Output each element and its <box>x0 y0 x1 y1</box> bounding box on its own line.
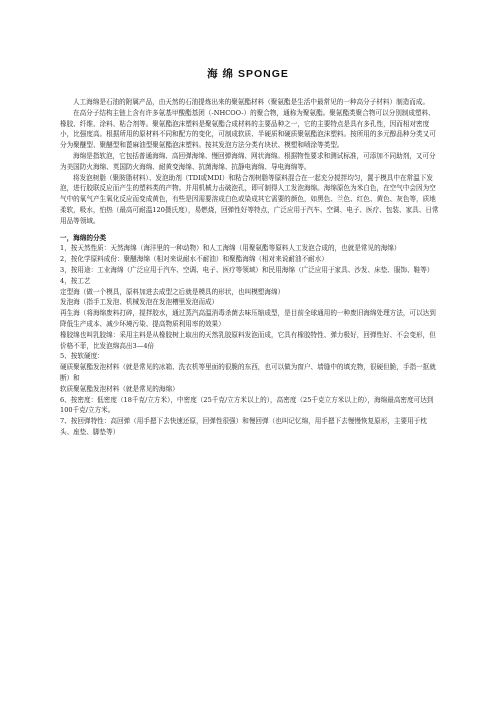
list-item: 6、按密度：低密度（18千克/立方米），中密度（25千克/立方米以上的），高密度（25千克立方米以上的），海绵最高密度可达到100千克/立方米。 <box>60 395 434 415</box>
list-item: 定型海（做一个模具，原料加进去成型之后就是模具的形状，也叫模塑海绵） <box>60 287 285 296</box>
list-item: 橡胶绵也叫乳胶绵：采用主料是从橡胶树上取出的天然乳胶原料发泡而成，它具有橡胶特性、弹力极好，回弹性好、不会变形，但价格不菲，比发泡绵高出3—4倍 <box>60 330 436 350</box>
intro-paragraph-2: 在高分子结构主链上含有许多氨基甲酸酯基团（-NHCOO-）的聚合物，通称为聚氨酯。聚氨酯类聚合物可以分别制成塑料、橡胶、纤维、涂料、粘合剂等。聚氨酯泡沫塑料是聚氨酯合成材料的主要品种之一，它的主要特点是具有多孔性，因而相对密度小，比强度高。根据所用的原材料不同和配方的变化，可制成软质、半硬质和硬质聚氨酯泡沫塑料。按所用的多元醇品种分类又可分为聚醚型、聚醚型和蓖麻油型聚氨酯泡沫塑料。按其发泡方法分类有块状、模塑和喷涂等类型。 <box>60 108 436 150</box>
document-body <box>60 97 440 438</box>
list-item: 发泡海（指手工发泡、机械发泡在发泡槽里发泡而成） <box>60 298 219 307</box>
list-item: 7、按回弹特性：高回弹（用手摁下去快速还原，回弹性很强）和慢回弹（也叫记忆绵，用手摁下去慢慢恢复原形，主要用于枕头、座垫、脚垫等） <box>60 417 427 436</box>
intro-paragraph-1: 人工海绵是石油的附属产品，由天然的石油提炼出来的聚氨酯材料（聚氨酯是生活中最常见的一种高分子材料）制造而成。 <box>73 98 430 106</box>
intro-paragraph-4: 将发泡树脂（聚胺脂材料）、发泡助剂（TDI或MDI）和粘合剂树脂等原料混合在一起充分搅拌均匀，置于模具中在常温下发泡，进行胶联反应而产生的塑料类的产物。并用机械力击破泡孔，即可制得人工发泡海绵。海绵原色为米白色，在空气中会因为空气中的氧气产生氧化反应而变成黄色，有些是因需要溶成白色或染成其它需要的颜色，如黑色、兰色、红色、黄色、灰色等，质地柔软，吸水，怕热（最高可耐温120摄氏度），易燃烧，回弹性好等特点，广泛应用于汽车、空调、电子、医疗、包装、家具、日常用品等领域。 <box>60 173 439 225</box>
list-item: 再生海（将海绵废料打碎，搅拌胶水，通过蒸汽高温消毒杀菌去味压缩成型，是目前全球通用的一种废旧海绵处理方法，可以达到降低生产成本、减少环境污染、提高物质利用率的效果） <box>60 309 436 328</box>
list-item: 3，按用途：工业海绵（广泛应用于汽车、空调、电子、医疗等领域）和民用海绵（广泛应用于家具、沙发、床垫、服饰、鞋等） <box>60 265 434 274</box>
section-heading-classification: 一，海绵的分类 <box>60 233 107 242</box>
intro-paragraph-3: 海绵是指软泡，它包括普通海绵、高回弹海绵、慢回弹海绵、网状海绵。根据物性要求和测试标准，可添加不同助剂，又可分为美国防火海绵、英国防火海绵、耐黄变海绵、抗菌海绵、抗静电海绵、导电海绵等。 <box>60 151 436 171</box>
list-item: 硬质聚氨酯发泡材料（就是常见的冰箱、洗衣机等里面的很脆的东西，也可以做为窗户、墙缝中的填充物，很硬但脆，手指一抠就断）和 <box>60 363 436 382</box>
list-item: 5、按软硬度： <box>60 352 104 361</box>
document-title: 海 绵 SPONGE <box>207 68 289 80</box>
list-item: 2，按化学原料成份：聚醚海绵（相对来说耐水不耐油）和聚酯海绵（相对来说耐油不耐水） <box>60 255 328 264</box>
list-item: 软质聚氨酯发泡材料（就是常见的海绵） <box>60 384 179 393</box>
list-item: 1，按天然性质：天然海绵（海洋里的一种动物）和人工海绵（用聚氨酯等原料人工发泡合成的，也就是常见的海绵） <box>60 244 401 253</box>
list-item: 4，按工艺 <box>60 276 91 285</box>
